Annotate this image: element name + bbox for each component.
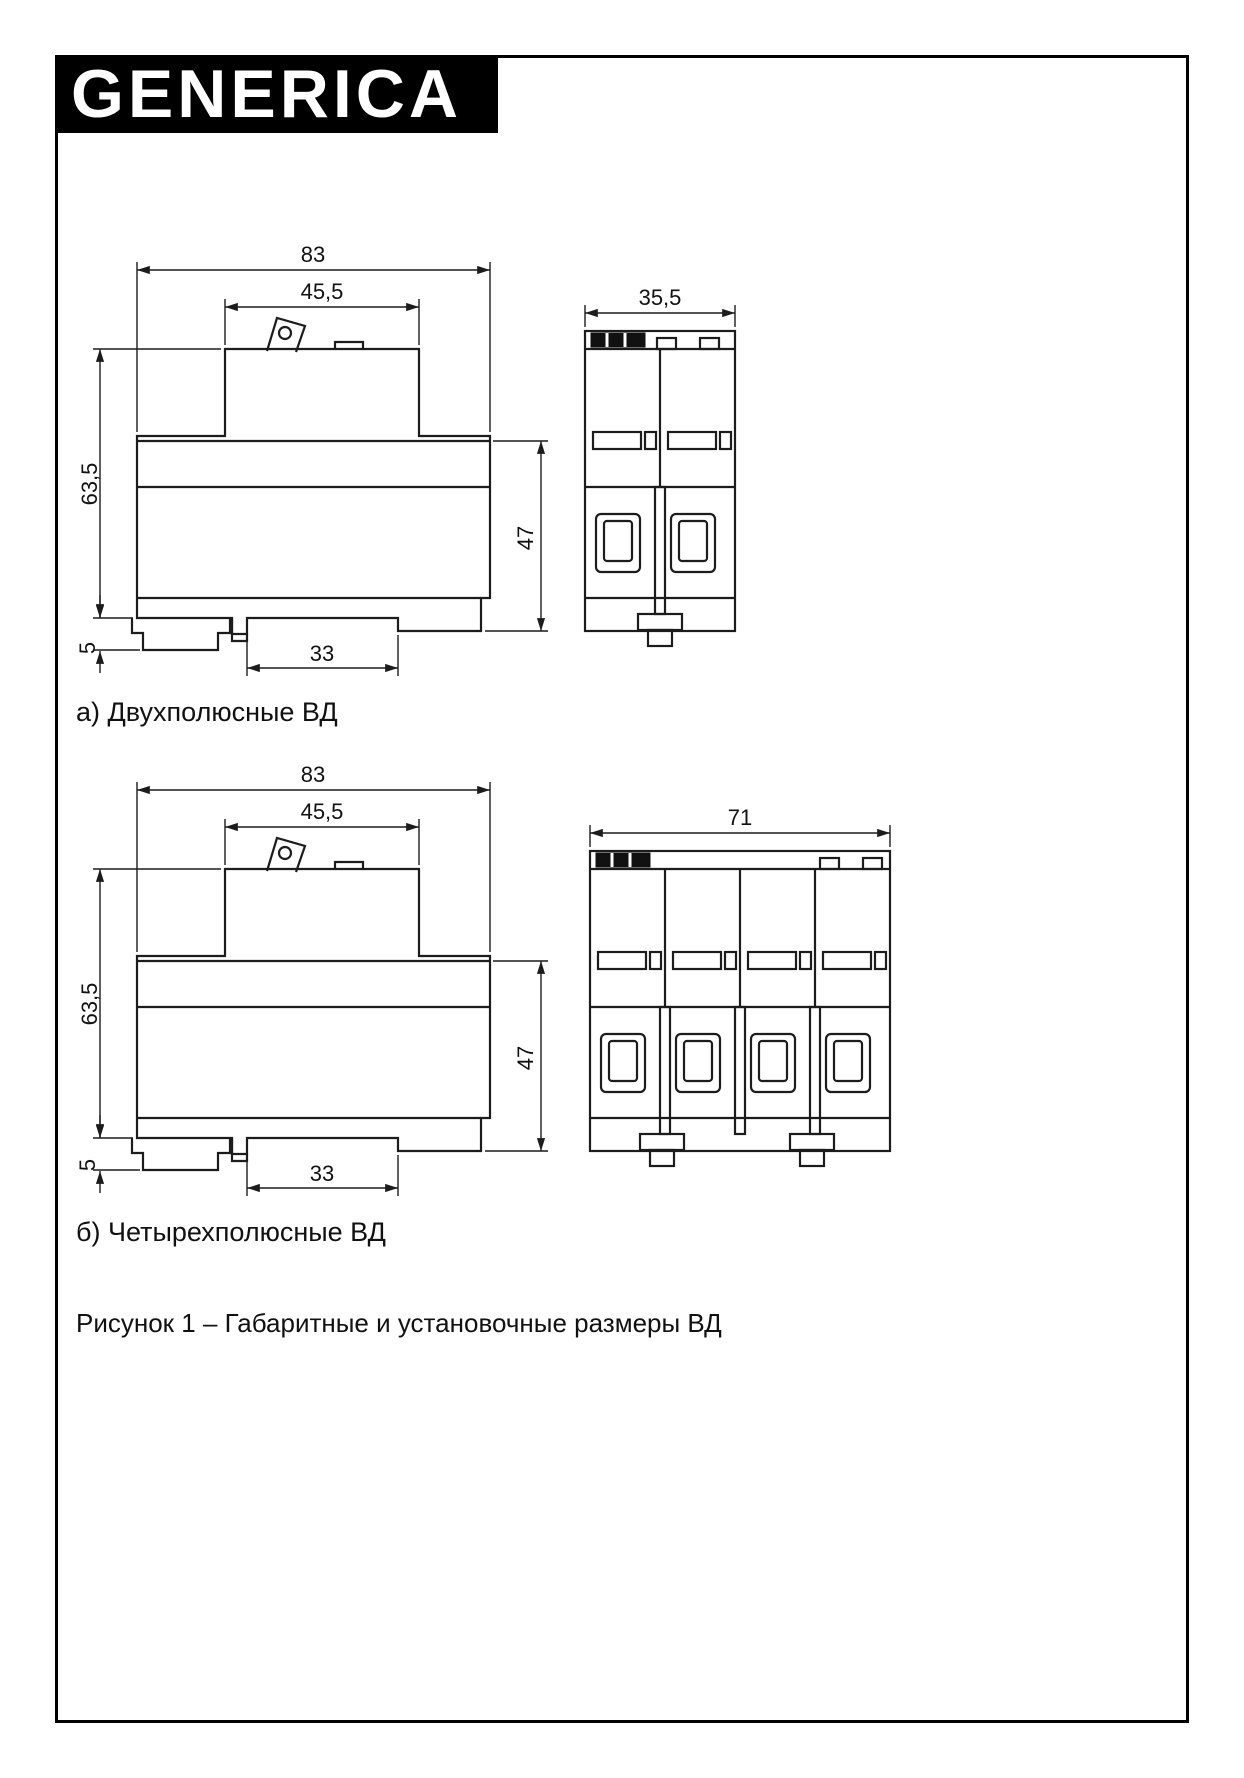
dim-b-front-width: 71: [727, 805, 753, 830]
dim-a-height: 63,5: [77, 462, 102, 506]
dim-a-rail-notch: 33: [309, 641, 335, 666]
side-view-4pole: [93, 782, 548, 1196]
dim-a-top-width: 45,5: [300, 279, 344, 304]
dim-a-front-width: 35,5: [638, 285, 682, 310]
dimension-labels-a: [75, 242, 681, 666]
toggle-front-icon: [596, 853, 650, 867]
dimension-labels-b: [75, 762, 752, 1186]
figure-caption: Рисунок 1 – Габаритные и установочные размеры ВД: [76, 1308, 722, 1338]
front-view-4pole: [590, 825, 890, 1166]
dim-a-total-width: 83: [300, 242, 326, 267]
dim-b-clip-depth: 5: [75, 1158, 100, 1172]
toggle-front-icon: [591, 333, 645, 347]
figure-b-label: б) Четырехполюсные ВД: [76, 1217, 386, 1247]
dim-b-height: 63,5: [77, 982, 102, 1026]
dim-b-body-height: 47: [513, 1045, 538, 1071]
dim-a-body-height: 47: [513, 525, 538, 551]
brand-name: GENERICA: [71, 56, 462, 132]
dim-a-clip-depth: 5: [75, 641, 100, 655]
dim-b-total-width: 83: [300, 762, 326, 787]
dim-b-top-width: 45,5: [300, 799, 344, 824]
front-view-2pole: [585, 305, 735, 646]
dim-b-rail-notch: 33: [309, 1161, 335, 1186]
figure-a-label: а) Двухполюсные ВД: [76, 697, 338, 727]
side-view-2pole: [93, 262, 548, 676]
